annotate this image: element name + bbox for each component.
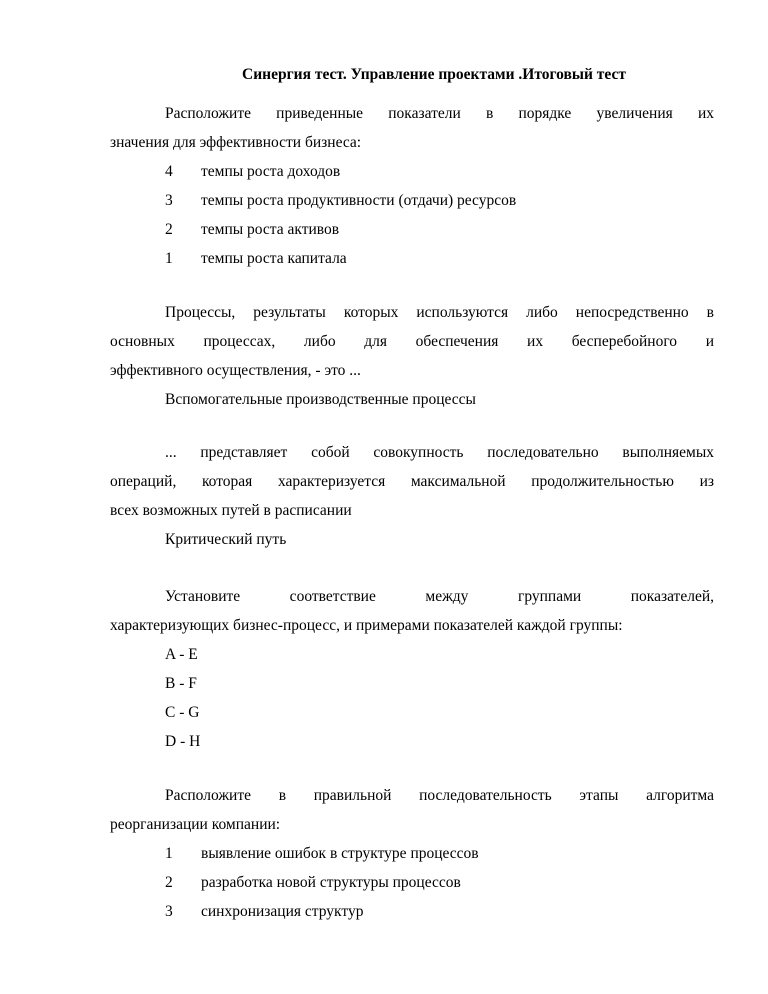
item-number: 1 [165,845,173,862]
question-5 [110,781,714,926]
list-item [110,186,714,215]
question-1-line-1: Расположите приведенные показатели в порядке увеличения их [165,105,714,122]
list-item [110,215,714,244]
item-number: 4 [165,163,173,180]
question-1 [110,99,714,273]
item-text: темпы роста доходов [201,163,341,180]
item-number: 3 [165,903,173,920]
question-2-line-1: Процессы, результаты которых используются либо непосредственно в [165,304,714,321]
item-number: 3 [165,192,173,209]
question-2-line-2: основных процессах, либо для обеспечения их бесперебойного и [110,333,714,350]
item-number: 2 [165,874,173,891]
item-text: темпы роста активов [201,221,340,238]
list-item [110,244,714,273]
question-5-line-1: Расположите в правильной последовательность этапы алгоритма [165,787,714,804]
question-4-line-2: характеризующих бизнес-процесс, и примерами показателей каждой группы: [110,617,623,634]
item-text: темпы роста продуктивности (отдачи) ресурсов [201,192,517,209]
question-5-line-2: реорганизации компании: [110,816,281,833]
list-item [110,839,714,868]
match-pair: D - H [165,733,201,750]
question-2 [110,298,714,414]
list-item [110,157,714,186]
item-text: выявление ошибок в структуре процессов [201,845,479,862]
question-3-line-2: операций, которая характеризуется максимальной продолжительностью из [110,473,714,490]
question-3-line-3: всех возможных путей в расписании [110,502,352,519]
item-number: 2 [165,221,173,238]
match-pair: C - G [165,704,200,721]
item-number: 1 [165,250,173,267]
question-1-line-2: значения для эффективности бизнеса: [110,134,362,151]
item-text: разработка новой структуры процессов [201,874,461,891]
question-3-answer: Критический путь [165,531,287,548]
item-text: синхронизация структур [201,903,364,920]
match-pair: A - E [165,646,198,663]
question-2-answer: Вспомогательные производственные процессы [165,391,476,408]
item-text: темпы роста капитала [201,250,347,267]
list-item [110,868,714,897]
question-3 [110,438,714,554]
list-item [110,897,714,926]
match-pair: B - F [165,675,197,692]
question-4 [110,582,714,756]
document-title: Синергия тест. Управление проектами .Итоговый тест [242,66,626,83]
question-4-line-1: Установите соответствие между группами показателей, [165,588,714,605]
question-3-line-1: ... представляет собой совокупность последовательно выполняемых [165,444,714,461]
question-2-line-3: эффективного осуществления, - это ... [110,362,361,379]
